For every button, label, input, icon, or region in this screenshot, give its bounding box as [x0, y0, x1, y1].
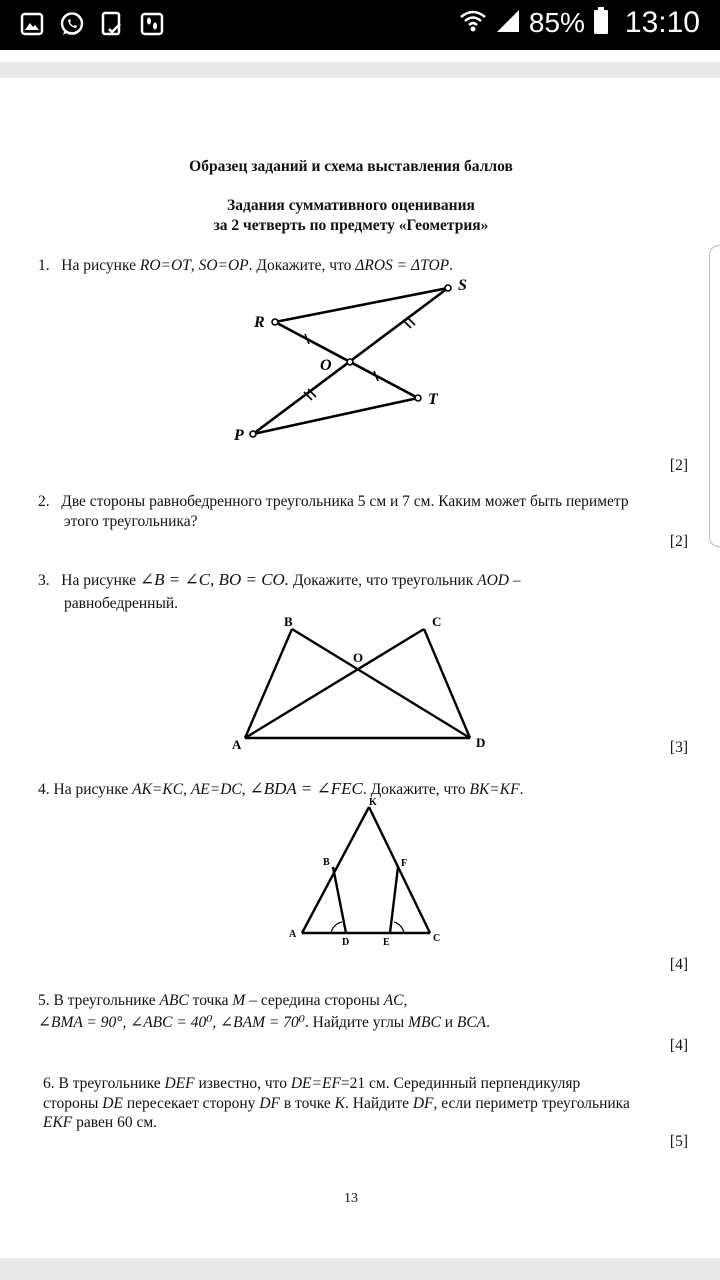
- label-B: B: [284, 614, 293, 629]
- doc-title: Образец заданий и схема выставления баллов: [189, 158, 513, 175]
- label-P: P: [234, 427, 244, 444]
- doc-subtitle-2: за 2 четверть по предмету «Геометрия»: [213, 217, 489, 234]
- task-6-text-line2: стороны DE пересекает сторону DF в точке K. Найдите DF, если периметр треугольника: [43, 1095, 630, 1112]
- label-D: D: [342, 937, 350, 948]
- task-3-text: 3. На рисунке ∠B = ∠C, BO = CO. Докажите, что треугольник AOD –: [38, 570, 521, 589]
- page-separator: [0, 62, 720, 78]
- task-4-score: [4]: [669, 956, 688, 973]
- label-E: E: [383, 937, 390, 948]
- battery-icon: [593, 7, 609, 40]
- page-separator-bottom: [0, 1258, 720, 1280]
- viewer-top-strip: [0, 50, 720, 62]
- label-B: B: [323, 857, 330, 868]
- doc-subtitle: Задания суммативного оценивания: [227, 197, 475, 214]
- task-3-text-line2: равнобедренный.: [64, 595, 179, 612]
- task-2-score: [2]: [669, 533, 688, 550]
- clock: 13:10: [624, 6, 700, 39]
- label-S: S: [458, 277, 467, 294]
- task-1-text: 1. На рисунке RO=OT, SO=OP. Докажите, что ΔROS = ΔTOP.: [38, 257, 453, 274]
- task-2-text-line2: этого треугольника?: [64, 513, 198, 530]
- task-6-text-line3: EKF равен 60 см.: [43, 1114, 158, 1131]
- whatsapp-icon: [58, 10, 86, 38]
- wifi-icon: [459, 8, 487, 39]
- label-F: F: [401, 858, 408, 869]
- label-O: O: [353, 650, 364, 665]
- clipboard-check-icon: [98, 10, 126, 38]
- page-number: 13: [344, 1191, 358, 1206]
- label-D: D: [476, 735, 486, 750]
- task-6-score: [5]: [669, 1133, 688, 1150]
- task-5-text: 5. В треугольнике ABC точка M – середина стороны AC,: [38, 992, 408, 1009]
- figure-3: [228, 612, 498, 754]
- status-bar: [0, 0, 720, 50]
- signal-icon: [495, 8, 521, 39]
- label-A: A: [289, 929, 297, 940]
- task-4-text: 4. На рисунке AK=KC, AE=DC, ∠BDA = ∠FEC. Докажите, что BK=KF.: [38, 779, 524, 798]
- scroll-handle[interactable]: [709, 245, 720, 547]
- task-6-text: 6. В треугольнике DEF известно, что DE=EF=21 см. Серединный перпендикуляр: [43, 1075, 581, 1092]
- task-2-text: 2. Две стороны равнобедренного треугольника 5 см и 7 см. Каким может быть периметр: [38, 493, 629, 510]
- label-A: A: [232, 737, 242, 752]
- figure-4: [285, 795, 455, 950]
- task-5-score: [4]: [669, 1037, 688, 1054]
- label-T: T: [428, 391, 438, 408]
- task-5-text-line2: ∠BMA = 90°, ∠ABC = 40⁰, ∠BAM = 70⁰. Найдите углы MBC и BCA.: [38, 1014, 491, 1031]
- label-K: K: [369, 797, 377, 808]
- label-C: C: [433, 933, 441, 944]
- label-O: O: [320, 357, 332, 374]
- label-R: R: [254, 314, 265, 331]
- battery-percent: 85%: [528, 7, 585, 38]
- label-C: C: [432, 614, 442, 629]
- gallery-icon: [18, 10, 46, 38]
- figure-1: [230, 272, 490, 452]
- task-3-score: [3]: [669, 739, 688, 756]
- task-1-score: [2]: [669, 457, 688, 474]
- steps-icon: [138, 10, 166, 38]
